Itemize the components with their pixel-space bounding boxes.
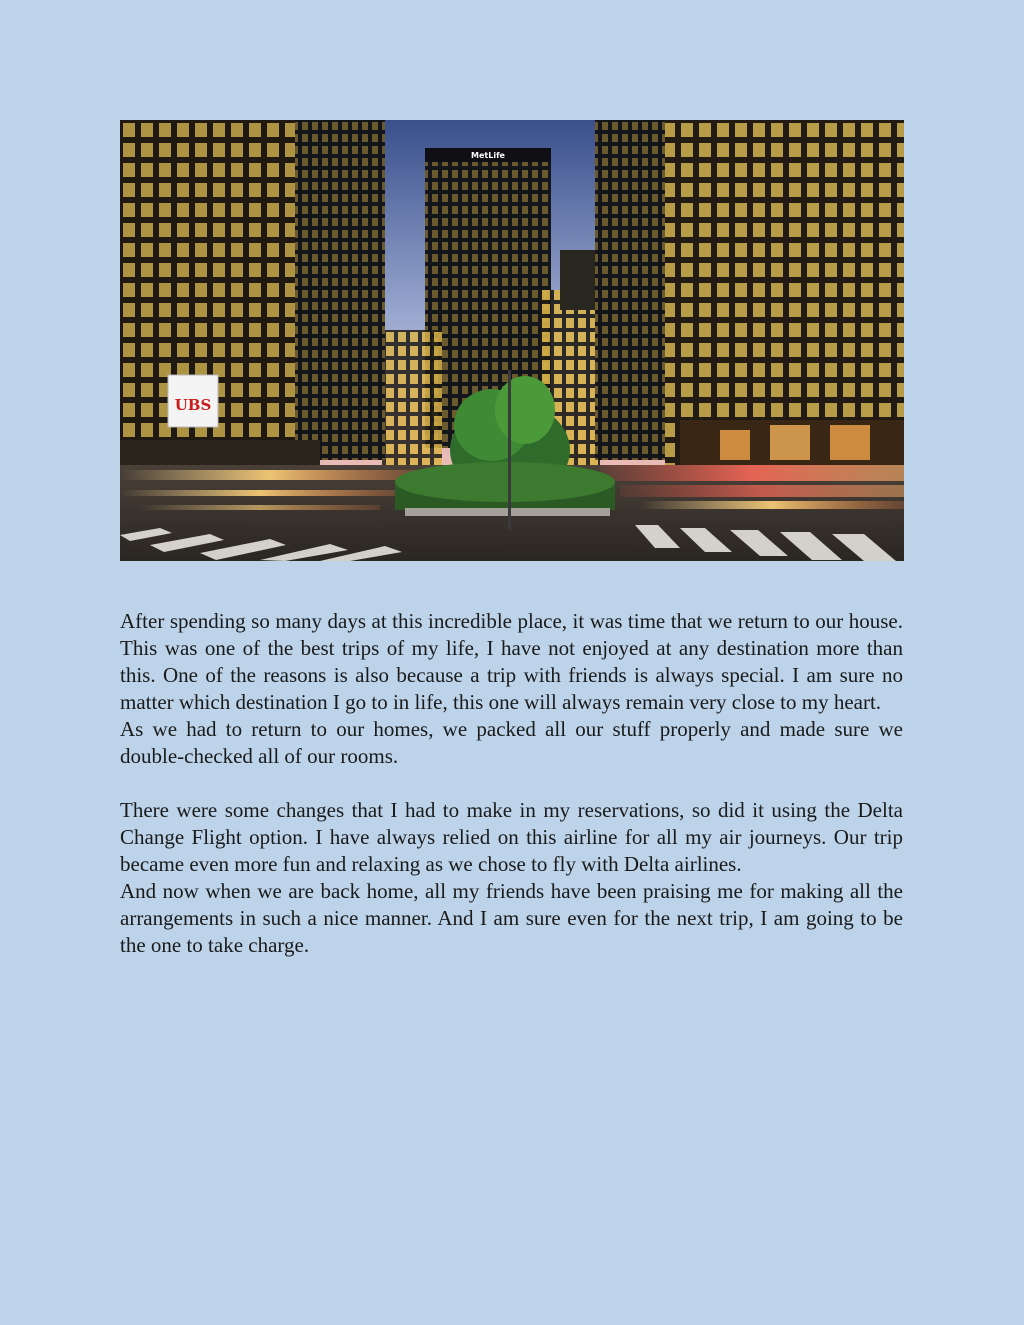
- paragraph-4: And now when we are back home, all my friends have been praising me for making all the arrangements in such a nice manner. And I am sure even for the next trip, I am going to be the one to take charge.: [120, 879, 903, 957]
- paragraph-3: There were some changes that I had to make in my reservations, so did it using the Delta Change Flight option. I have always relied on this airline for all my air journeys. Our trip became even more fun and relaxing as we chose to fly with Delta airlines.: [120, 798, 903, 876]
- metlife-sign: MetLife: [471, 151, 505, 160]
- city-street-photo: [120, 120, 904, 561]
- city-street-illustration: [120, 120, 904, 561]
- paragraph-spacer: [120, 770, 903, 797]
- paragraph-1: After spending so many days at this incredible place, it was time that we return to our house. This was one of the best trips of my life, I have not enjoyed at any destination more than this. One of the reasons is also because a trip with friends is always special. I am sure no matter which destination I go to in life, this one will always remain very close to my heart.: [120, 609, 903, 714]
- article-text: [120, 608, 903, 959]
- ubs-sign: UBS: [174, 396, 212, 414]
- paragraph-2: As we had to return to our homes, we packed all our stuff properly and made sure we double-checked all of our rooms.: [120, 717, 903, 768]
